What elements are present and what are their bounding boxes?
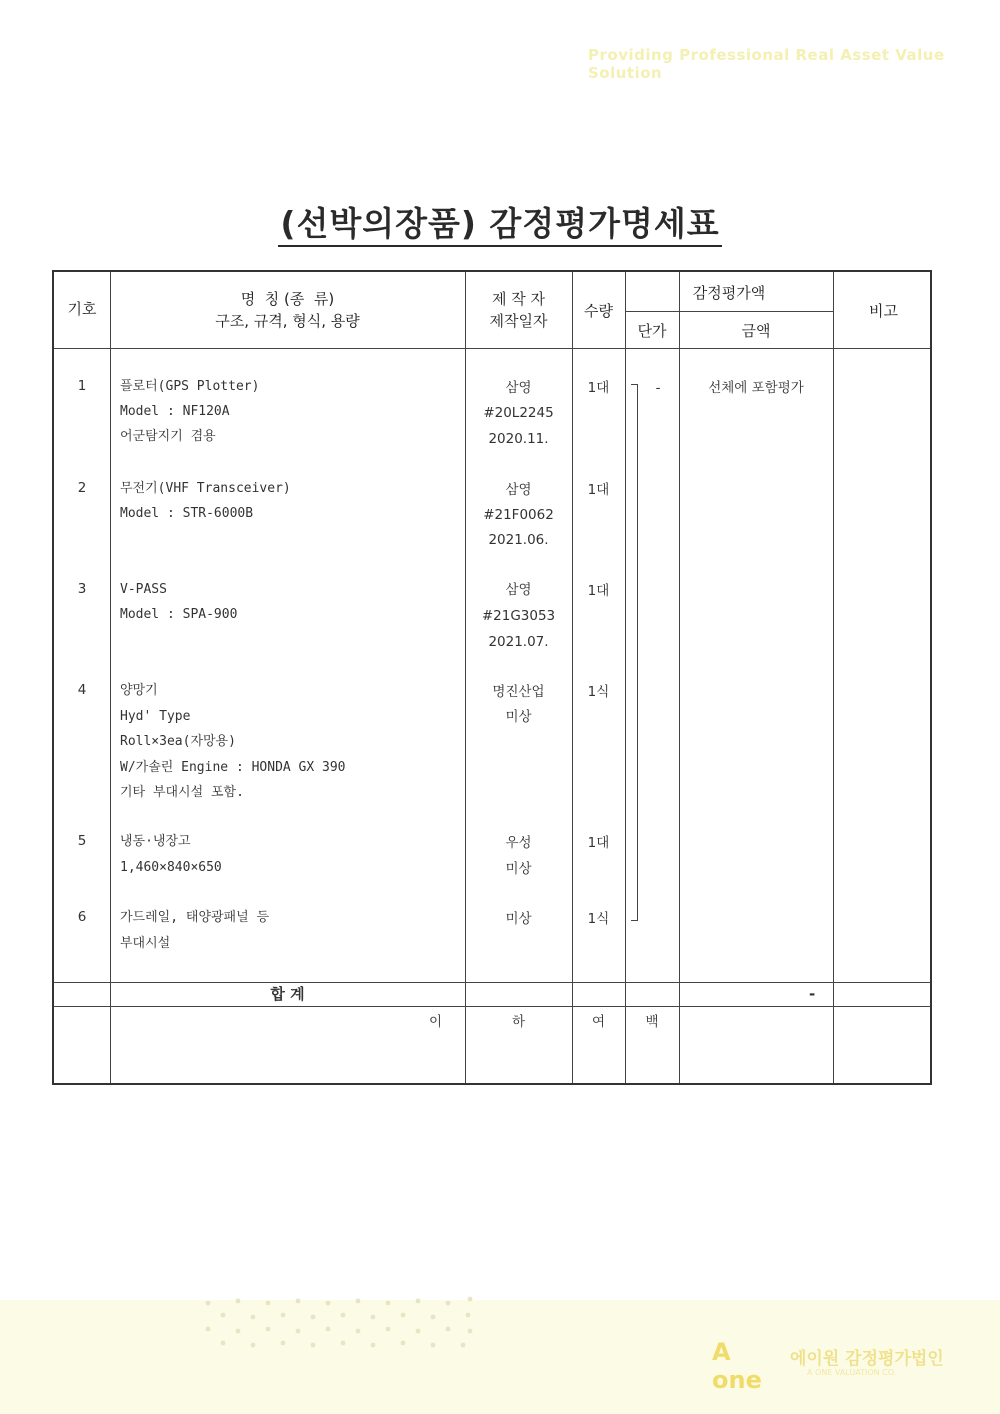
logo-mark: A one xyxy=(712,1338,762,1394)
group-bracket xyxy=(631,384,638,921)
header-appraisal: 감정평가액 xyxy=(692,284,766,302)
item-maker: 삼영 xyxy=(505,482,532,498)
item-maker: 명진산업 xyxy=(492,684,545,700)
item-qty: 1대 xyxy=(587,583,610,599)
total-amount: - xyxy=(809,985,816,1003)
item-maker: 삼영 xyxy=(505,582,532,598)
header-no: 기호 xyxy=(67,300,97,318)
item-qty: 1식 xyxy=(587,684,610,700)
item-qty: 1대 xyxy=(587,482,610,498)
item-name: 냉동·냉장고 xyxy=(120,834,191,849)
item-name: 플로터(GPS Plotter) xyxy=(120,379,260,394)
watermark-slogan: Providing Professional Real Asset Value Solution xyxy=(588,46,945,82)
blank-word: 이 xyxy=(429,1014,443,1030)
col-divider xyxy=(110,272,111,1083)
item-no: 2 xyxy=(77,480,87,496)
col-divider xyxy=(625,272,626,1083)
appraisal-table xyxy=(52,270,932,1085)
item-spec: 1,460×840×650 xyxy=(120,860,222,875)
item-name: 무전기(VHF Transceiver) xyxy=(120,481,291,496)
page-title: (선박의장품) 감정평가명세표 xyxy=(0,198,1000,245)
total-bottom-line xyxy=(54,1006,930,1007)
item-maker: 삼영 xyxy=(505,380,532,396)
item-unit-price: - xyxy=(655,380,661,396)
header-qty: 수량 xyxy=(584,302,613,320)
header-spec: 구조, 규격, 형식, 용량 xyxy=(215,312,360,330)
item-name: 양망기 xyxy=(120,683,158,698)
item-spec: 어군탐지기 겸용 xyxy=(120,429,216,444)
blank-word: 백 xyxy=(645,1014,659,1030)
blank-word: 여 xyxy=(591,1014,606,1030)
item-no: 4 xyxy=(77,682,87,698)
item-spec: 부대시설 xyxy=(120,936,171,951)
item-date: 2020.11. xyxy=(488,431,549,447)
total-label: 합 계 xyxy=(270,985,305,1003)
item-spec: Roll×3ea(자망용) xyxy=(120,734,236,749)
header-unit-price: 단가 xyxy=(637,322,667,340)
dot-pattern-watermark xyxy=(198,1295,488,1355)
item-spec: Model : STR-6000B xyxy=(120,506,254,521)
item-spec: Model : SPA-900 xyxy=(120,607,238,622)
header-date: 제작일자 xyxy=(489,312,548,330)
item-name: 가드레일, 태양광패널 등 xyxy=(120,910,270,925)
item-no: 5 xyxy=(77,833,87,849)
item-serial: #21F0062 xyxy=(483,507,554,523)
item-qty: 1대 xyxy=(587,835,610,851)
col-divider xyxy=(833,272,834,1083)
item-spec: W/가솔린 Engine : HONDA GX 390 xyxy=(120,760,346,775)
item-no: 1 xyxy=(77,378,87,394)
item-no: 6 xyxy=(77,909,87,925)
header-name: 명 칭 (종 류) xyxy=(240,290,335,308)
item-maker: 우성 xyxy=(505,835,532,851)
item-date: 미상 xyxy=(505,861,532,877)
item-amount: 선체에 포함평가 xyxy=(708,380,804,396)
logo-company-name: 에이원 감정평가법인 xyxy=(790,1349,944,1369)
item-name: V-PASS xyxy=(120,582,167,597)
blank-word: 하 xyxy=(511,1014,526,1030)
header-sub-line xyxy=(625,311,833,312)
item-date: 2021.07. xyxy=(488,634,549,650)
header-maker: 제 작 자 xyxy=(491,290,545,308)
item-serial: #20L2245 xyxy=(483,405,554,421)
item-no: 3 xyxy=(77,581,87,597)
item-qty: 1대 xyxy=(587,380,610,396)
item-date: 미상 xyxy=(505,709,532,725)
item-spec: Model : NF120A xyxy=(120,404,230,419)
item-spec: 기타 부대시설 포함. xyxy=(120,785,244,800)
item-qty: 1식 xyxy=(587,911,610,927)
item-date: 2021.06. xyxy=(488,532,549,548)
header-remarks: 비고 xyxy=(869,302,898,320)
header-bottom-line xyxy=(54,348,930,349)
item-serial: #21G3053 xyxy=(481,608,556,624)
logo-subtitle: A ONE VALUATION CO. xyxy=(807,1368,897,1377)
header-amount: 금액 xyxy=(741,322,771,340)
item-date: 미상 xyxy=(505,911,532,927)
item-spec: Hyd' Type xyxy=(120,709,191,724)
